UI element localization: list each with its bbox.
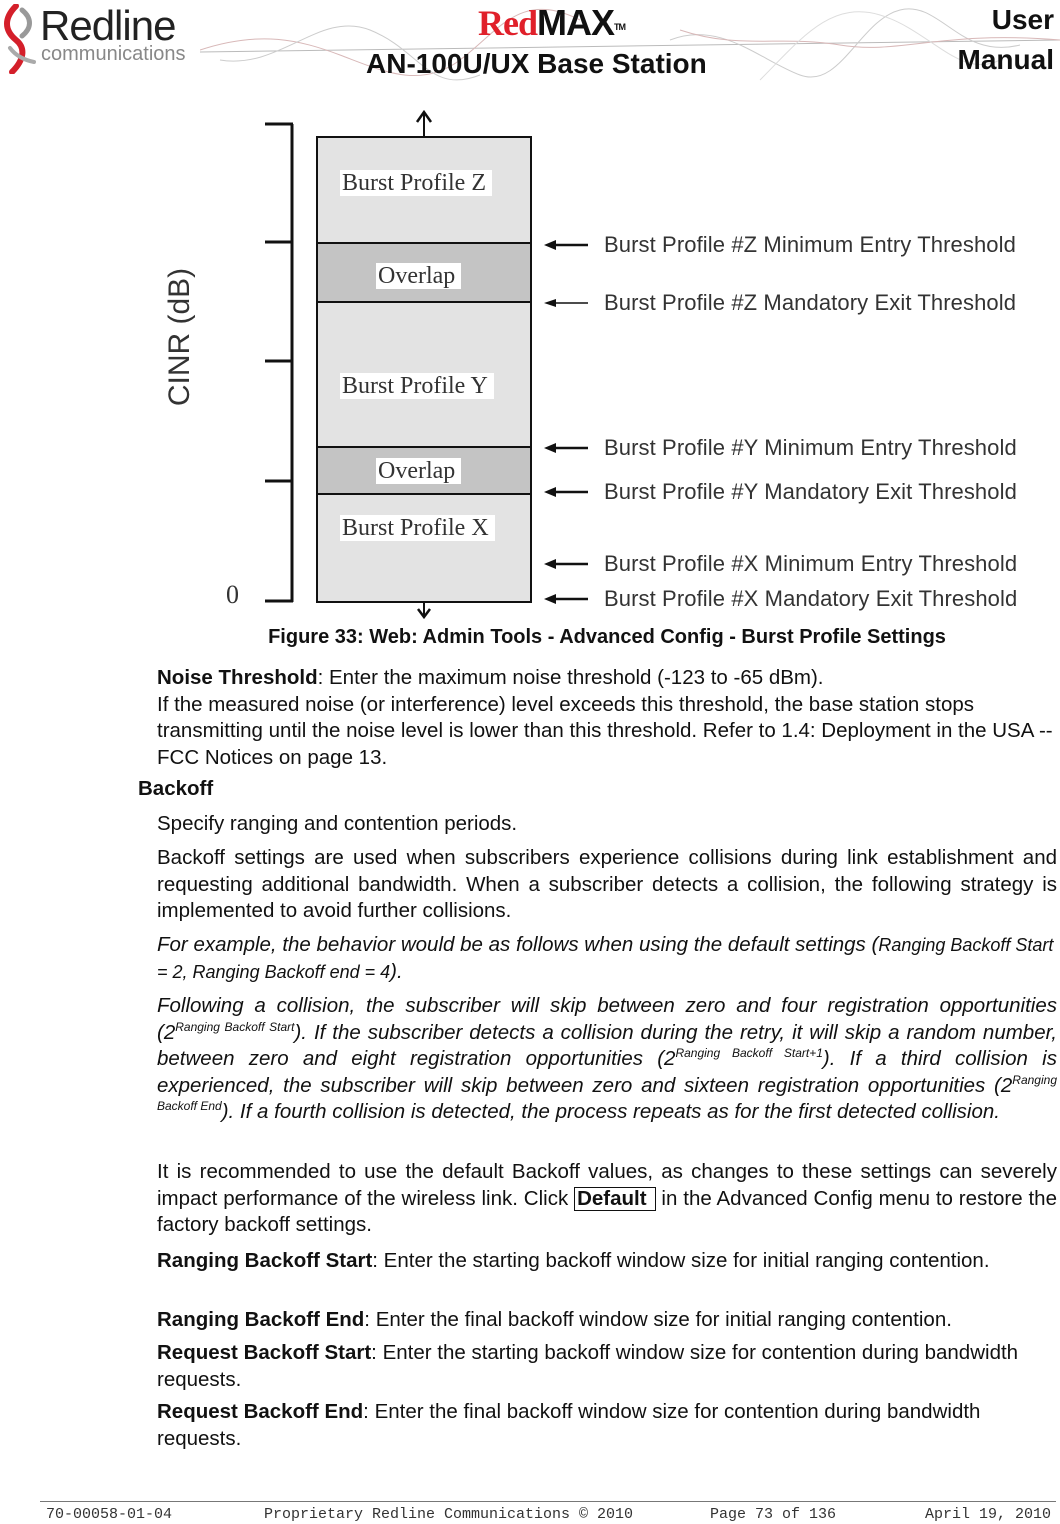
- field-request-backoff-end: Request Backoff End: Enter the final backoff window size for contention during bandwidth requests.: [157, 1400, 981, 1450]
- field-ranging-backoff-start: Ranging Backoff Start: Enter the starting backoff window size for initial ranging contention.: [157, 1249, 990, 1272]
- backoff-description: Backoff settings are used when subscribers experience collisions during link establishment and requesting additional bandwidth. When a subscriber detects a collision, the following strategy is implemented to avoid further collisions.: [157, 846, 1057, 922]
- company-logo-text: Redline: [40, 2, 176, 49]
- footer-divider: [40, 1501, 1056, 1502]
- threshold-y-exit: Burst Profile #Y Mandatory Exit Threshold: [542, 480, 1017, 504]
- threshold-z-exit: Burst Profile #Z Mandatory Exit Threshold: [542, 291, 1016, 315]
- brand-black: MAX: [537, 2, 614, 43]
- field-ranging-backoff-end: Ranging Backoff End: Enter the final backoff window size for initial ranging contention.: [157, 1308, 952, 1331]
- band-burst-profile-y: Burst Profile Y: [316, 301, 532, 448]
- backoff-heading: Backoff: [138, 777, 214, 800]
- threshold-z-entry: Burst Profile #Z Minimum Entry Threshold: [542, 233, 1016, 257]
- arrow-left-icon: [542, 238, 590, 252]
- arrow-left-icon: [542, 296, 590, 310]
- arrow-left-icon: [542, 557, 590, 571]
- footer-date: April 19, 2010: [925, 1506, 1052, 1523]
- arrow-left-icon: [542, 592, 590, 606]
- noise-threshold-paragraph: Noise Threshold: Enter the maximum noise threshold (-123 to -65 dBm). If the measured noise (or interference) level exceeds this threshold, the base station stops transmitting until the noise level is lower than this threshold. Refer to 1.4: Deployment in the USA -- FCC Notices on page 13.: [157, 666, 1053, 769]
- backoff-recommendation: It is recommended to use the default Backoff values, as changes to these settings can severely impact performance of the wireless link. Click Default in the Advanced Config menu to restore the factory backoff settings.: [157, 1160, 1057, 1236]
- backoff-intro: Specify ranging and contention periods.: [157, 812, 518, 835]
- arrow-left-icon: [542, 441, 590, 455]
- noise-threshold-detail: If the measured noise (or interference) level exceeds this threshold, the base station stops transmitting until the noise level is lower than this threshold. Refer to 1.4: Deployment in the USA -- FCC Notices on page 13.: [157, 692, 1053, 769]
- band-burst-profile-z: Burst Profile Z: [316, 136, 532, 244]
- threshold-y-entry: Burst Profile #Y Minimum Entry Threshold: [542, 436, 1017, 460]
- figure-caption: Figure 33: Web: Admin Tools - Advanced Config - Burst Profile Settings: [268, 626, 946, 648]
- band-overlap-zy: Overlap: [316, 242, 532, 303]
- threshold-x-entry: Burst Profile #X Minimum Entry Threshold: [542, 552, 1017, 576]
- axis-zero-label: 0: [226, 580, 239, 609]
- backoff-collision-explanation: Following a collision, the subscriber will skip between zero and four registration opportunities $(2^{Ranging Backoff Start})$. If the subscriber detects a collision during the retry, it will skip a random number, between zero and eight registration opportunities $(2^{Ranging Backoff Start+1})$. If a third collision is experienced, the subscriber will skip between zero and sixteen registration opportunities $(2^{Ranging Backoff End})$. If a fourth collision is detected, the process repeats as for the first detected collision.: [157, 994, 1057, 1123]
- footer-doc-number: 70-00058-01-04: [46, 1506, 173, 1523]
- field-request-backoff-start: Request Backoff Start: Enter the starting backoff window size for contention during bandwidth requests.: [157, 1341, 1019, 1391]
- y-axis-label: CINR (dB): [163, 267, 196, 407]
- band-overlap-yx: Overlap: [316, 446, 532, 495]
- noise-threshold-term: Noise Threshold: [157, 666, 318, 689]
- doc-type-line2: Manual: [957, 44, 1054, 75]
- threshold-x-exit: Burst Profile #X Mandatory Exit Threshold: [542, 587, 1017, 611]
- product-title: AN-100U/UX Base Station: [366, 48, 707, 79]
- trademark: TM: [614, 22, 625, 32]
- doc-type-line1: User: [991, 4, 1054, 35]
- default-button[interactable]: Default: [574, 1187, 655, 1211]
- brand-logo: [478, 4, 625, 42]
- brand-red: Red: [478, 3, 537, 43]
- company-logo-subtext: communications: [41, 43, 186, 65]
- arrow-left-icon: [542, 485, 590, 499]
- footer-page-number: Page 73 of 136: [710, 1506, 837, 1523]
- band-burst-profile-x: Burst Profile X: [316, 493, 532, 603]
- footer-copyright: Proprietary Redline Communications © 2010: [264, 1506, 634, 1523]
- redline-logo-icon: [2, 4, 38, 74]
- backoff-example: For example, the behavior would be as follows when using the default settings (Ranging Backoff Start = 2, Ranging Backoff end = 4).: [157, 933, 1054, 983]
